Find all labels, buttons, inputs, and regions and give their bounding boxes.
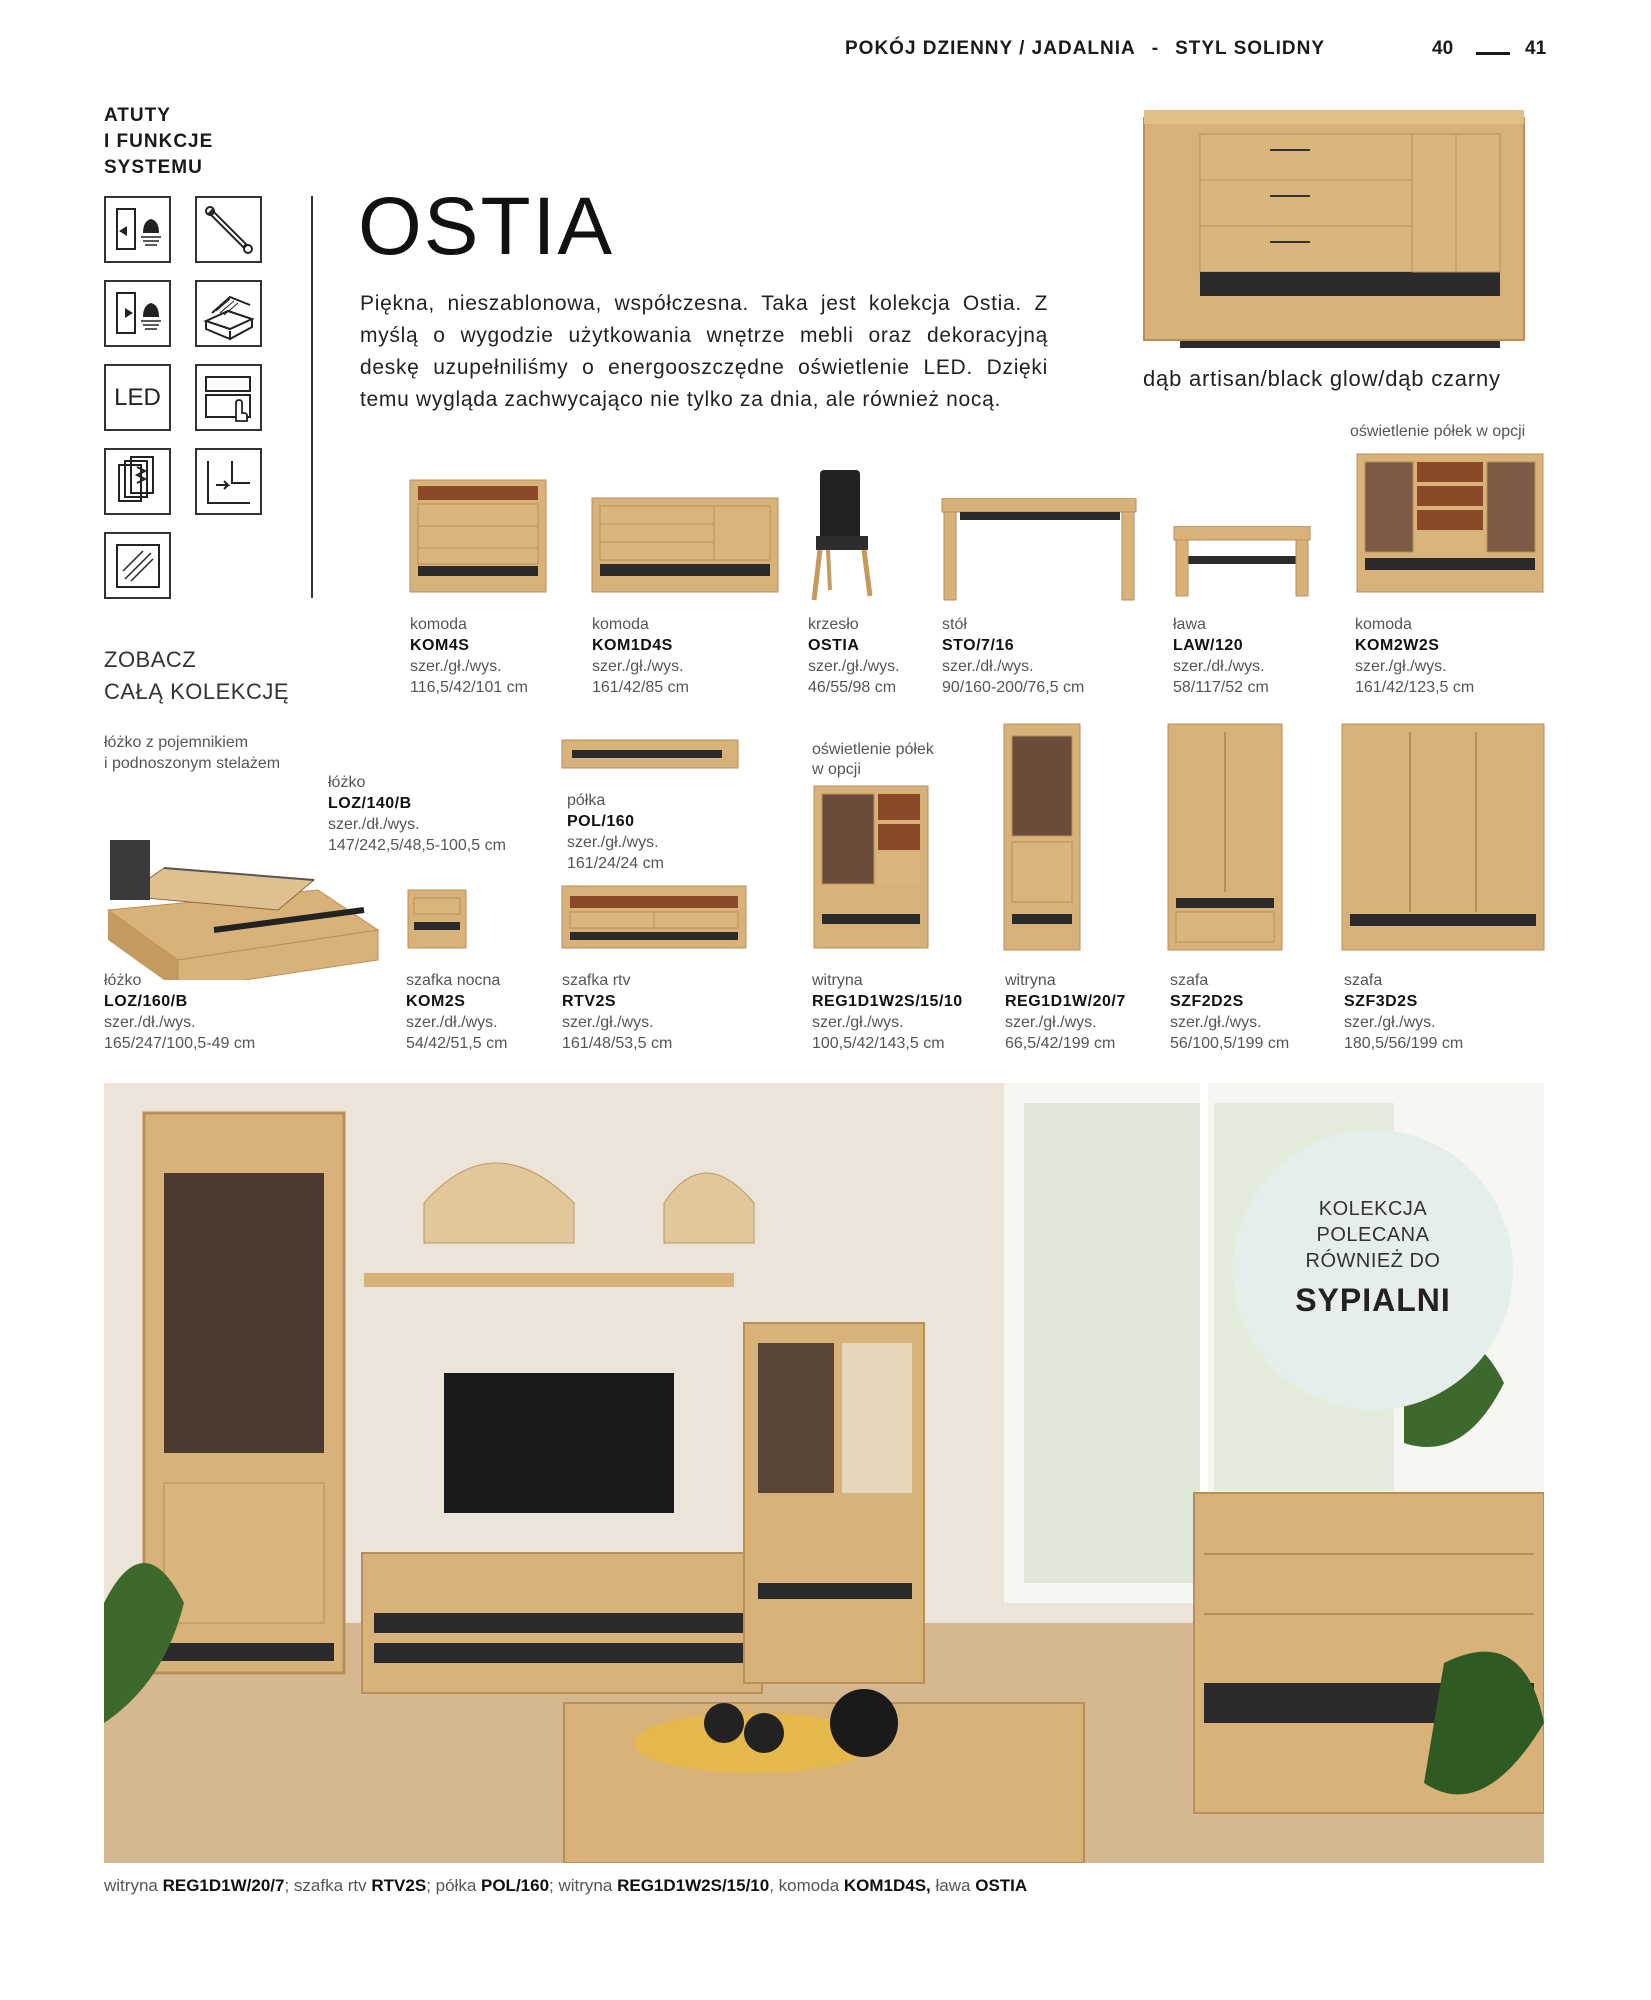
product-type: witryna <box>1005 972 1056 989</box>
product-image-reg1d1w2s-15-10 <box>812 784 930 952</box>
product-type: witryna <box>812 972 863 989</box>
product-code: LOZ/160/B <box>104 993 188 1010</box>
product-type: szafka rtv <box>562 972 631 989</box>
page-number-right: 41 <box>1525 38 1547 59</box>
product-image-loz-160-b <box>104 800 384 980</box>
section-title: POKÓJ DZIENNY / JADALNIA <box>845 38 1136 59</box>
caption-code: KOM1D4S, <box>843 1876 931 1895</box>
caption-text: ; półka <box>426 1876 481 1895</box>
product-dims-label: szer./gł./wys. <box>592 658 684 675</box>
product-image-pol-160 <box>560 738 740 772</box>
badge-line: RÓWNIEŻ DO <box>1305 1250 1441 1272</box>
glass-front-icon <box>104 532 171 599</box>
product-type: łóżko <box>104 972 142 989</box>
product-image-reg1d1w-20-7 <box>1002 722 1082 952</box>
bed-note <box>104 732 280 774</box>
caption-code: REG1D1W2S/15/10 <box>617 1876 770 1895</box>
finish-caption: dąb artisan/black glow/dąb czarny <box>1143 366 1501 391</box>
product-image-szf2d2s <box>1166 722 1284 952</box>
product-kom2s <box>406 970 507 1054</box>
product-code: REG1D1W/20/7 <box>1005 993 1126 1010</box>
caption-code: POL/160 <box>481 1876 550 1895</box>
see-collection-link[interactable] <box>104 644 289 708</box>
product-dims: 90/160-200/76,5 cm <box>942 679 1085 696</box>
product-dims-label: szer./gł./wys. <box>410 658 502 675</box>
product-dims-label: szer./gł./wys. <box>812 1014 904 1031</box>
product-dims-label: szer./gł./wys. <box>1355 658 1447 675</box>
product-type: łóżko <box>328 774 366 791</box>
product-code: POL/160 <box>567 813 635 830</box>
led-label: LED <box>114 383 161 411</box>
product-image-kom2s <box>406 888 468 952</box>
product-type: komoda <box>410 616 467 633</box>
product-dims: 100,5/42/143,5 cm <box>812 1035 945 1052</box>
product-szf3d2s <box>1344 970 1463 1054</box>
product-code: KOM2W2S <box>1355 637 1440 654</box>
product-dims-label: szer./dł./wys. <box>104 1014 196 1031</box>
product-law-120 <box>1173 614 1269 698</box>
product-image-szf3d2s <box>1340 722 1546 952</box>
product-image-kom4s <box>408 478 548 596</box>
product-dims: 165/247/100,5-49 cm <box>104 1035 256 1052</box>
collection-description: Piękna, nieszablonowa, współczesna. Taka jest kolekcja Ostia. Z myślą o wygodzie użytkowania wnętrze mebli oraz dekoracyjną deskę uzupełniliśmy o energooszczędne oświetlenie LED. Dzięki temu wygląda zachwycająco nie tylko za dnia, ale również nocą. <box>360 292 1048 411</box>
product-code: KOM1D4S <box>592 637 673 654</box>
badge-line: POLECANA <box>1316 1224 1430 1246</box>
shelf-lighting-note-line: oświetlenie półek <box>812 741 934 758</box>
recommended-badge <box>1233 1130 1513 1410</box>
product-type: krzesło <box>808 616 859 633</box>
product-dims: 56/100,5/199 cm <box>1170 1035 1290 1052</box>
page-number-left: 40 <box>1432 38 1454 59</box>
product-image-kom2w2s <box>1355 452 1545 594</box>
hero-sideboard-image <box>1140 110 1530 350</box>
shelf-lighting-note: oświetlenie półek w opcji <box>1350 423 1526 440</box>
product-type: półka <box>567 792 606 809</box>
page-number-divider <box>1476 52 1510 55</box>
cable-management-icon <box>104 448 171 515</box>
storage-bed-icon <box>195 280 262 347</box>
product-dims-label: szer./gł./wys. <box>567 834 659 851</box>
product-type: ława <box>1173 616 1206 633</box>
collection-title: OSTIA <box>358 181 615 272</box>
shelf-lighting-note-line: w opcji <box>812 761 861 778</box>
product-image-chair-ostia <box>808 470 878 602</box>
product-image-sto-7-16 <box>940 498 1138 602</box>
product-type: szafka nocna <box>406 972 501 989</box>
caption-text: ława <box>930 1876 976 1895</box>
product-code: RTV2S <box>562 993 617 1010</box>
product-dims-label: szer./gł./wys. <box>1344 1014 1436 1031</box>
caption-text: ; witryna <box>549 1876 618 1895</box>
product-dims-label: szer./gł./wys. <box>1005 1014 1097 1031</box>
soft-close-door-icon <box>104 280 171 347</box>
caption-code: REG1D1W/20/7 <box>162 1876 285 1895</box>
product-image-law-120 <box>1172 526 1312 598</box>
product-reg1d1w-20-7 <box>1005 970 1126 1054</box>
product-type: szafa <box>1344 972 1383 989</box>
product-code: REG1D1W2S/15/10 <box>812 993 963 1010</box>
section-header <box>845 38 1325 60</box>
caption-code: OSTIA <box>975 1876 1028 1895</box>
see-collection-line: CAŁĄ KOLEKCJĘ <box>104 679 290 704</box>
gas-lift-icon <box>195 196 262 263</box>
product-dims: 161/42/85 cm <box>592 679 689 696</box>
header-separator: - <box>1151 38 1160 59</box>
product-reg1d1w2s-15-10 <box>812 970 963 1054</box>
product-dims-label: szer./dł./wys. <box>328 816 420 833</box>
features-heading-line: SYSTEMU <box>104 157 203 178</box>
soft-close-drawer-icon <box>104 196 171 263</box>
product-sto-7-16 <box>942 614 1084 698</box>
vertical-divider <box>311 196 313 598</box>
product-dims-label: szer./gł./wys. <box>808 658 900 675</box>
product-dims: 147/242,5/48,5-100,5 cm <box>328 837 506 854</box>
product-code: OSTIA <box>808 637 860 654</box>
badge-title: SYPIALNI <box>1295 1282 1451 1318</box>
product-dims: 161/48/53,5 cm <box>562 1035 673 1052</box>
badge-line: KOLEKCJA <box>1318 1198 1428 1220</box>
product-image-rtv2s <box>560 884 748 952</box>
photo-caption <box>104 1876 1027 1896</box>
product-image-kom1d4s <box>590 496 780 596</box>
product-szf2d2s <box>1170 970 1289 1054</box>
caption-text: witryna <box>104 1876 163 1895</box>
shelf-lighting-note-2 <box>812 740 934 780</box>
product-code: LAW/120 <box>1173 637 1244 654</box>
product-type: komoda <box>1355 616 1412 633</box>
product-type: szafa <box>1170 972 1209 989</box>
bed-note-line: i podnoszonym stelażem <box>104 755 281 772</box>
product-dims-label: szer./gł./wys. <box>562 1014 654 1031</box>
product-rtv2s <box>562 970 672 1054</box>
caption-text: , komoda <box>769 1876 844 1895</box>
product-ostia-chair <box>808 614 900 698</box>
product-dims-label: szer./dł./wys. <box>1173 658 1265 675</box>
product-code: SZF2D2S <box>1170 993 1244 1010</box>
product-code: KOM2S <box>406 993 466 1010</box>
bed-note-line: łóżko z pojemnikiem <box>104 734 249 751</box>
product-dims: 66,5/42/199 cm <box>1005 1035 1116 1052</box>
see-collection-line: ZOBACZ <box>104 647 197 672</box>
product-pol-160 <box>567 790 664 874</box>
product-kom4s <box>410 614 528 698</box>
product-kom1d4s <box>592 614 689 698</box>
product-dims-label: szer./gł./wys. <box>1170 1014 1262 1031</box>
product-kom2w2s <box>1355 614 1474 698</box>
product-type: stół <box>942 616 967 633</box>
led-lighting-icon <box>104 364 171 431</box>
product-dims: 116,5/42/101 cm <box>410 679 529 696</box>
product-dims: 54/42/51,5 cm <box>406 1035 508 1052</box>
product-code: SZF3D2S <box>1344 993 1418 1010</box>
product-dims: 46/55/98 cm <box>808 679 897 696</box>
style-title: STYL SOLIDNY <box>1175 38 1326 59</box>
product-dims: 180,5/56/199 cm <box>1344 1035 1464 1052</box>
adjustable-shelf-icon <box>195 448 262 515</box>
product-dims: 161/42/123,5 cm <box>1355 679 1475 696</box>
features-heading-line: I FUNKCJE <box>104 131 214 152</box>
product-code: STO/7/16 <box>942 637 1015 654</box>
product-code: LOZ/140/B <box>328 795 412 812</box>
product-dims: 58/117/52 cm <box>1173 679 1269 696</box>
features-heading-line: ATUTY <box>104 105 171 126</box>
product-code: KOM4S <box>410 637 470 654</box>
caption-code: RTV2S <box>371 1876 427 1895</box>
product-type: komoda <box>592 616 649 633</box>
product-dims-label: szer./dł./wys. <box>942 658 1034 675</box>
caption-text: ; szafka rtv <box>284 1876 372 1895</box>
product-loz-160-b <box>104 970 255 1054</box>
product-dims-label: szer./dł./wys. <box>406 1014 498 1031</box>
push-to-open-icon <box>195 364 262 431</box>
product-dims: 161/24/24 cm <box>567 855 664 872</box>
features-heading <box>104 103 213 181</box>
